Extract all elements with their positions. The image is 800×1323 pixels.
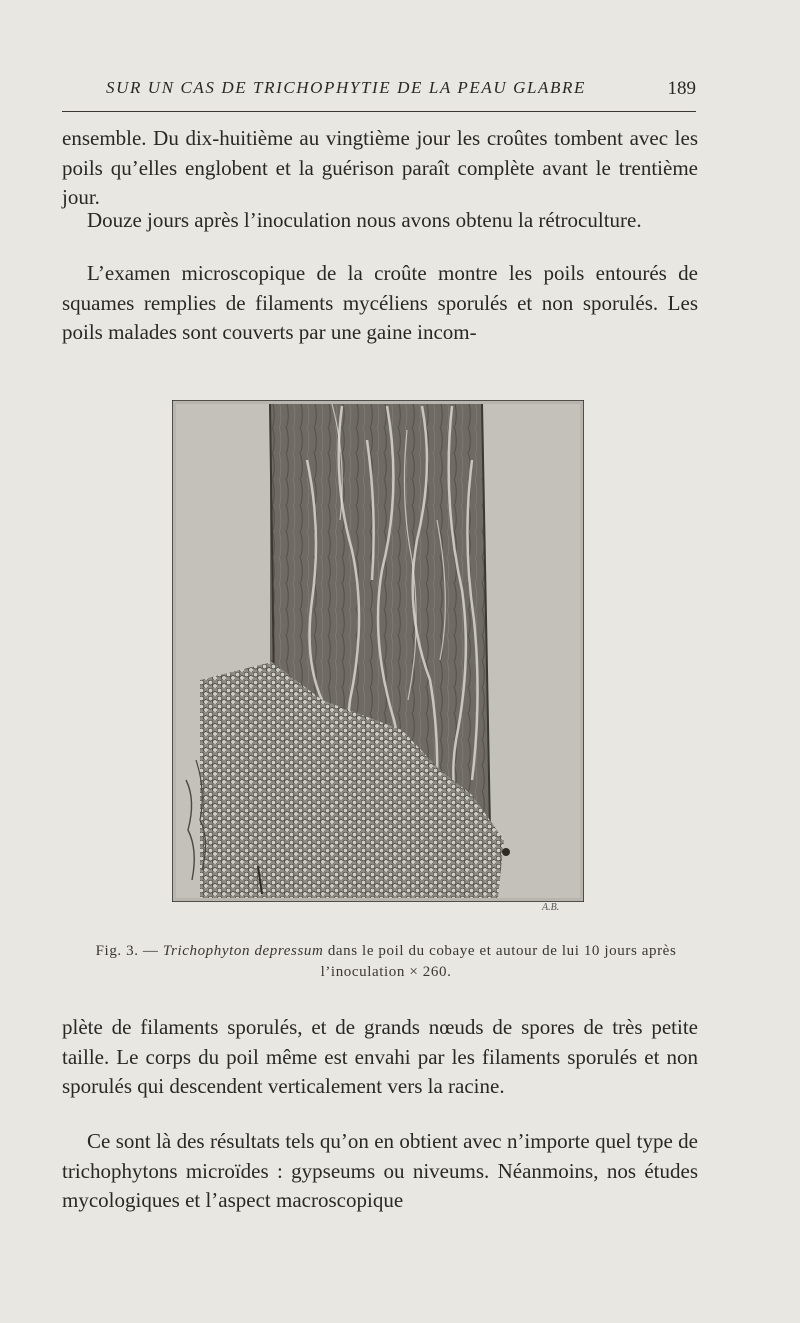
page-number: 189 [667, 78, 696, 99]
running-header [62, 74, 696, 104]
paragraph-1: ensemble. Du dix-huitième au vingtième jour les croûtes tombent avec les poils qu’elles englobent et la guérison paraît complète avant le trentième jour. [62, 126, 698, 209]
micrograph-figure [172, 400, 584, 902]
caption-text: dans le poil du cobaye et autour de lui 10 jours après l’inoculation × 260. [320, 943, 677, 980]
paragraph-5: Ce sont là des résultats tels qu’on en obtient avec n’importe quel type de trichophytons microïdes : gypseums ou niveums. Néanmoins, nos études mycologiques et l’aspect macroscopique [62, 1129, 698, 1212]
illustrator-signature: A.B. [542, 902, 560, 913]
paragraph-2: Douze jours après l’inoculation nous avons obtenu la rétroculture. [87, 208, 642, 232]
running-title: SUR UN CAS DE TRICHOPHYTIE DE LA PEAU GLABRE [106, 78, 586, 97]
header-rule [62, 111, 696, 112]
species-name: Trichophyton depressum [162, 943, 324, 959]
paragraph-3: L’examen microscopique de la croûte montre les poils entourés de squames remplies de filaments mycéliens sporulés et non sporulés. Les poils malades sont couverts par une gaine incom- [62, 261, 698, 344]
figure-label: Fig. 3. — [95, 943, 159, 959]
figure-caption [86, 941, 686, 983]
paragraph-4: plète de filaments sporulés, et de grands nœuds de spores de très petite taille. Le corps du poil même est envahi par les filaments sporulés et non sporulés qui descendent verticalement vers la racine. [62, 1015, 698, 1098]
